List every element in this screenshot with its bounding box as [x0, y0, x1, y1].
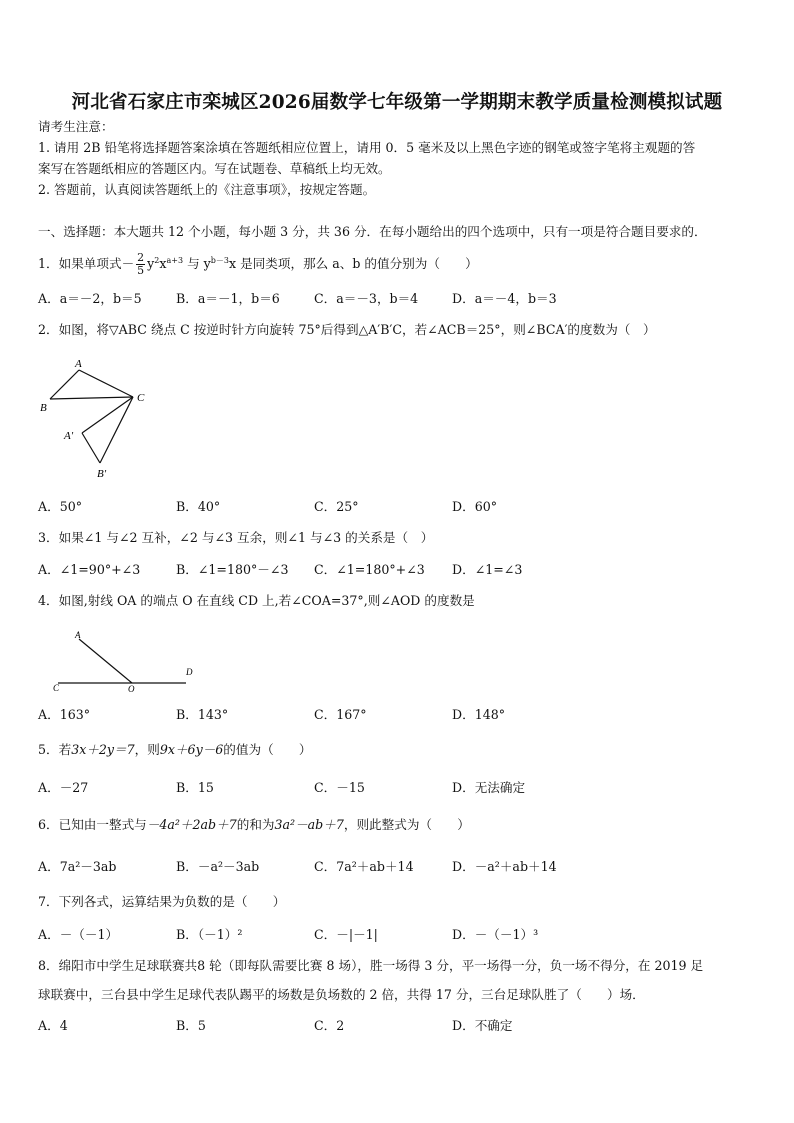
q4-label-d: D	[186, 667, 193, 677]
notice-item-1-line-1: 1. 请用 2B 铅笔将选择题答案涂填在答题纸相应位置上，请用 0．5 毫米及以上黑色字迹的钢笔或签字笔将主观题的答	[38, 140, 696, 155]
q5-option-c: C．－15	[314, 780, 365, 795]
page-title: 河北省石家庄市栾城区2026届数学七年级第一学期期末教学质量检测模拟试题	[71, 92, 723, 113]
q4-label-c: C	[53, 683, 60, 693]
q2-side-ac	[79, 370, 133, 397]
notice-item-1-line-2: 案写在答题纸相应的答题区内。写在试题卷、草稿纸上均无效。	[38, 161, 391, 176]
q2-side-bc	[50, 397, 133, 399]
q3-option-d: D．∠1=∠3	[452, 562, 523, 577]
q2-option-b: B．40°	[176, 499, 221, 514]
q1-option-b: B．a＝－1，b＝6	[176, 291, 280, 306]
q2-option-d: D．60°	[452, 499, 498, 514]
q1-mid: 与 y	[183, 256, 211, 272]
q5-option-b: B．15	[176, 780, 214, 795]
q8-option-d: D．不确定	[452, 1018, 513, 1033]
q4-option-a: A．163°	[38, 707, 91, 722]
q1-option-d: D．a＝－4，b＝3	[452, 291, 557, 306]
q8-option-b: B．5	[176, 1018, 206, 1033]
q4-ray-figure	[50, 630, 200, 694]
question-8-line-2: 球联赛中，三台县中学生足球代表队踢平的场数是负场数的 2 倍，共得 17 分，三台足球队胜了（ ）场．	[38, 987, 645, 1002]
q2-rotation-figure	[36, 354, 166, 482]
q1-mid-exp: b－3	[210, 256, 229, 265]
q5-expr-1: 3x＋2y＝7	[71, 742, 135, 757]
q2-side-b1c	[100, 397, 133, 463]
q1-option-c: C．a＝－3，b＝4	[314, 291, 419, 306]
q6-expr-1: －4a²＋2ab＋7	[146, 817, 237, 832]
q3-option-c: C．∠1=180°+∠3	[314, 562, 425, 577]
q2-option-a: A．50°	[38, 499, 83, 514]
q6-option-c: C．7a²＋ab＋14	[314, 859, 414, 874]
q4-option-c: C．167°	[314, 707, 367, 722]
q5-option-a: A．－27	[38, 780, 89, 795]
question-7: 7．下列各式，运算结果为负数的是（ ）	[38, 894, 286, 909]
q6-expr-2: 3a²－ab＋7	[274, 817, 344, 832]
q8-option-a: A．4	[38, 1018, 68, 1033]
q5-mid: ，则	[134, 742, 160, 757]
q4-ray-oa	[79, 639, 132, 683]
q1-frac-num: 2	[137, 251, 145, 265]
q7-option-c: C．－|－1|	[314, 927, 378, 942]
q2-side-a1c	[82, 397, 133, 433]
q4-option-d: D．148°	[452, 707, 506, 722]
q2-side-ab	[50, 370, 79, 399]
q2-label-a: A	[75, 358, 82, 370]
q6-suffix: ，则此整式为（ ）	[343, 817, 470, 832]
q4-label-o: O	[128, 684, 135, 694]
q5-expr-2: 9x＋6y－6	[159, 742, 224, 757]
q6-option-d: D．－a²＋ab＋14	[452, 859, 557, 874]
q6-option-a: A．7a²－3ab	[38, 859, 117, 874]
q2-side-a1b1	[82, 433, 100, 463]
q3-option-b: B．∠1=180°－∠3	[176, 562, 289, 577]
question-4: 4．如图,射线 OA 的端点 O 在直线 CD 上,若∠COA=37°,则∠AOD 的度数是	[38, 593, 475, 608]
q1-prefix: 1．如果单项式－	[38, 256, 135, 272]
question-3: 3．如果∠1 与∠2 互补，∠2 与∠3 互余，则∠1 与∠3 的关系是（ ）	[38, 530, 434, 545]
q5-option-d: D．无法确定	[452, 780, 526, 795]
q5-prefix: 5．若	[38, 742, 72, 757]
question-5	[38, 741, 311, 759]
q7-option-d: D．－（－1）³	[452, 927, 539, 942]
question-8-line-1: 8．绵阳市中学生足球联赛共8 轮（即每队需要比赛 8 场），胜一场得 3 分，平一场得一分，负一场不得分，在 2019 足	[38, 958, 704, 973]
notice-heading: 请考生注意：	[38, 119, 114, 134]
q7-option-a: A．－（－1）	[38, 927, 119, 942]
question-2: 2．如图，将▽ABC 绕点 C 按逆时针方向旋转 75°后得到△A′B′C，若∠ACB＝25°，则∠BCA′的度数为（ ）	[38, 322, 656, 337]
q2-label-a-prime: A′	[64, 430, 74, 442]
q1-fraction	[136, 252, 145, 277]
notice-item-2: 2. 答题前，认真阅读答题纸上的《注意事项》，按规定答题。	[38, 182, 376, 197]
q7-option-b: B．（－1）²	[176, 927, 243, 942]
q1-expr-y-exp: 2	[154, 256, 160, 265]
q2-label-b: B	[40, 402, 47, 414]
q1-suffix: x 是同类项，那么 a、b 的值分别为（ ）	[229, 256, 478, 272]
q6-mid: 的和为	[236, 817, 275, 832]
q1-expr-x: x	[159, 256, 167, 272]
question-1	[38, 252, 478, 277]
q1-expr-y: y	[147, 256, 155, 272]
q1-expr-x-exp: a+3	[166, 256, 184, 265]
q5-suffix: 的值为（ ）	[223, 742, 312, 757]
q4-option-b: B．143°	[176, 707, 229, 722]
question-6	[38, 816, 470, 834]
q4-label-a: A	[75, 630, 81, 640]
q2-label-b-prime: B′	[97, 468, 107, 480]
section-heading: 一、选择题：本大题共 12 个小题，每小题 3 分，共 36 分．在每小题给出的四个选项中，只有一项是符合题目要求的．	[38, 224, 707, 239]
q1-option-a: A．a＝－2，b＝5	[38, 291, 142, 306]
q6-prefix: 6．已知由一整式与	[38, 817, 147, 832]
q2-label-c: C	[137, 392, 145, 404]
q3-option-a: A．∠1=90°+∠3	[38, 562, 141, 577]
q8-option-c: C．2	[314, 1018, 345, 1033]
q1-frac-den: 5	[137, 264, 145, 278]
q6-option-b: B．－a²－3ab	[176, 859, 260, 874]
q2-option-c: C．25°	[314, 499, 359, 514]
